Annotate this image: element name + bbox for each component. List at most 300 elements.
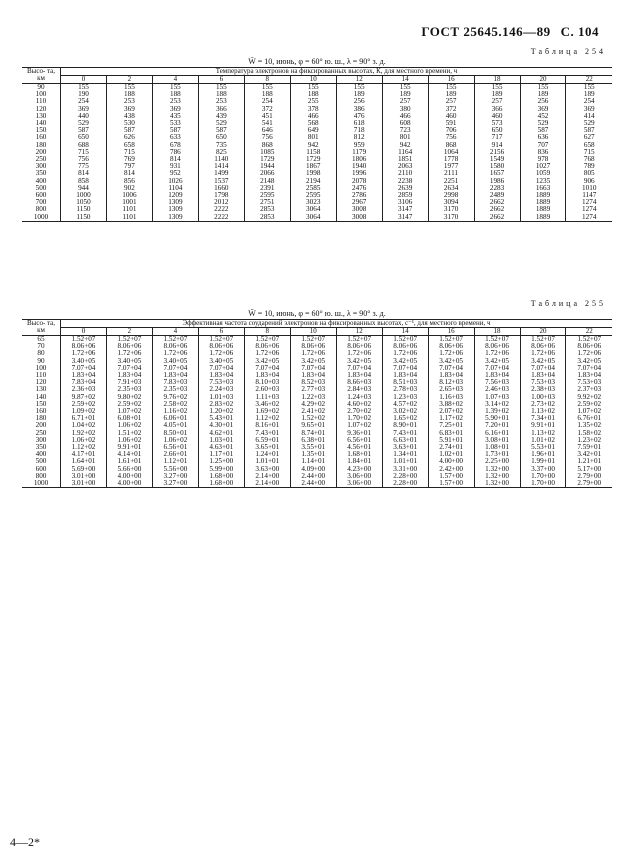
cell-value: 735 (215, 140, 227, 149)
cell-value: 1.68+01 (347, 450, 372, 459)
cell-value: 587 (537, 126, 549, 135)
height-value: 500 (35, 183, 47, 192)
value-column (198, 336, 244, 488)
cell-value: 1.83+04 (301, 371, 326, 380)
cell-value: 1.01+01 (255, 457, 280, 466)
cell-value: 1064 (443, 147, 459, 156)
cell-value: 1158 (306, 147, 321, 156)
time-header: 2 (106, 76, 152, 84)
cell-value: 2.79+00 (577, 471, 602, 480)
cell-value: 476 (353, 111, 365, 120)
cell-value: 650 (215, 133, 227, 142)
table-title: W̄ = 10, июнь, φ = 60° ю. ш., λ = 90° з. д. (248, 57, 386, 66)
cell-value: 1309 (168, 198, 183, 207)
cell-value: 5.66+00 (117, 464, 142, 473)
cell-value: 573 (491, 119, 503, 128)
cell-value: 189 (583, 90, 595, 99)
height-value: 80 (37, 349, 45, 358)
cell-value: 836 (537, 147, 549, 156)
cell-value: 2476 (352, 183, 367, 192)
cell-value: 1.70+00 (531, 471, 555, 480)
cell-value: 1164 (398, 147, 413, 156)
cell-value: 2.73+02 (531, 399, 555, 408)
cell-value: 190 (78, 90, 89, 99)
cell-value: 1.00+03 (531, 392, 555, 401)
time-header: 8 (244, 328, 290, 336)
cell-value: 2489 (489, 191, 505, 200)
height-value: 65 (37, 335, 45, 343)
cell-value: 2.83+02 (209, 399, 234, 408)
cell-value: 587 (169, 126, 181, 135)
cell-value: 769 (124, 155, 135, 164)
cell-value: 2585 (306, 183, 321, 192)
table-label: Таблица 255 (530, 300, 606, 308)
cell-value: 1.16+02 (163, 407, 188, 416)
table-254-frame (22, 48, 612, 278)
cell-value: 805 (583, 169, 595, 178)
cell-value: 3.08+01 (485, 435, 509, 444)
cell-value: 797 (124, 162, 135, 171)
time-header: 22 (566, 76, 612, 84)
cell-value: 1.52+07 (531, 335, 555, 343)
cell-value: 1101 (122, 212, 137, 221)
cell-value: 1.52+02 (301, 414, 326, 423)
time-header: 18 (474, 328, 520, 336)
cell-value: 369 (537, 104, 549, 113)
cell-value: 1.13+02 (531, 428, 555, 437)
table-subtitle: Температура электронов на фиксированных высотах, К, для местного времени, ч (61, 68, 613, 76)
cell-value: 914 (491, 140, 503, 149)
time-header: 16 (428, 328, 474, 336)
cell-value: 2853 (260, 212, 275, 221)
cell-value: 1798 (214, 191, 229, 200)
cell-value: 2.14+00 (255, 479, 280, 488)
cell-value: 2283 (489, 183, 505, 192)
cell-value: 1150 (76, 205, 91, 214)
cell-value: 2078 (352, 176, 367, 185)
cell-value: 1000 (76, 191, 91, 200)
cell-value: 1.21+01 (577, 457, 602, 466)
value-column (106, 84, 152, 222)
cell-value: 2853 (260, 205, 275, 214)
cell-value: 3064 (306, 212, 321, 221)
cell-value: 650 (78, 133, 89, 142)
height-value: 600 (35, 191, 47, 200)
cell-value: 756 (261, 133, 273, 142)
cell-value: 2.44+00 (301, 471, 326, 480)
cell-value: 155 (445, 83, 457, 91)
cell-value: 658 (583, 140, 595, 149)
cell-value: 3.27+00 (163, 471, 188, 480)
cell-value: 7.07+04 (531, 363, 555, 372)
cell-value: 254 (78, 97, 89, 106)
cell-value: 3106 (397, 198, 413, 207)
cell-value: 7.43+01 (255, 428, 280, 437)
cell-value: 626 (124, 133, 135, 142)
table-label: Таблица 254 (530, 48, 606, 56)
cell-value: 8.06+06 (347, 342, 372, 351)
cell-value: 1.03+01 (209, 435, 234, 444)
cell-value: 3.42+05 (347, 356, 372, 365)
cell-value: 715 (124, 147, 135, 156)
cell-value: 6.06+01 (163, 414, 188, 423)
cell-value: 2251 (443, 176, 459, 185)
cell-value: 3.40+05 (71, 356, 96, 365)
cell-value: 3008 (352, 212, 367, 221)
cell-value: 1977 (443, 162, 459, 171)
cell-value: 1.83+04 (577, 371, 602, 380)
table-title: W̄ = 10, июнь, φ = 60° ю. ш., λ = 90° з. д. (248, 309, 386, 318)
cell-value: 2.41+02 (301, 407, 326, 416)
cell-value: 7.07+04 (485, 363, 509, 372)
cell-value: 1.72+06 (485, 349, 509, 358)
cell-value: 7.34+01 (531, 414, 555, 423)
cell-value: 4.56+01 (347, 443, 372, 452)
cell-value: 8.74+01 (301, 428, 326, 437)
time-header: 20 (520, 328, 566, 336)
table-255-frame (22, 300, 612, 820)
cell-value: 1889 (535, 212, 551, 221)
height-value: 100 (35, 363, 47, 372)
time-header: 18 (474, 76, 520, 84)
cell-value: 1.08+01 (485, 443, 509, 452)
cell-value: 3147 (397, 205, 413, 214)
height-value: 800 (35, 471, 47, 480)
cell-value: 155 (78, 83, 89, 91)
cell-value: 678 (169, 140, 181, 149)
cell-value: 9.80+02 (117, 392, 142, 401)
cell-value: 1.17+01 (209, 450, 234, 459)
cell-value: 3.42+05 (255, 356, 280, 365)
cell-value: 3170 (443, 205, 459, 214)
cell-value: 1657 (489, 169, 505, 178)
cell-value: 646 (261, 126, 273, 135)
table-255 (22, 300, 612, 820)
cell-value: 1729 (260, 155, 275, 164)
cell-value: 3.14+02 (485, 399, 509, 408)
cell-value: 2110 (398, 169, 413, 178)
cell-value: 2.84+03 (347, 385, 372, 394)
cell-value: 2.37+03 (577, 385, 602, 394)
cell-value: 6.71+01 (71, 414, 96, 423)
value-column (382, 84, 428, 222)
cell-value: 814 (78, 169, 89, 178)
cell-value: 451 (261, 111, 273, 120)
cell-value: 801 (307, 133, 319, 142)
cell-value: 633 (169, 133, 181, 142)
cell-value: 1.64+01 (71, 457, 96, 466)
cell-value: 1.83+04 (531, 371, 555, 380)
cell-value: 1.52+07 (117, 335, 142, 343)
cell-value: 2.70+02 (347, 407, 372, 416)
cell-value: 814 (169, 155, 181, 164)
cell-value: 2.35+03 (117, 385, 142, 394)
cell-value: 3170 (443, 212, 459, 221)
cell-value: 1.92+02 (71, 428, 96, 437)
cell-value: 1806 (352, 155, 367, 164)
cell-value: 587 (583, 126, 595, 135)
cell-value: 1.65+02 (393, 414, 418, 423)
cell-value: 7.53+03 (209, 378, 234, 387)
cell-value: 587 (215, 126, 227, 135)
cell-value: 1986 (489, 176, 505, 185)
time-header: 10 (290, 76, 336, 84)
cell-value: 188 (261, 90, 273, 99)
cell-value: 591 (445, 119, 457, 128)
height-value: 160 (35, 133, 47, 142)
cell-value: 6.38+01 (301, 435, 326, 444)
cell-value: 369 (583, 104, 595, 113)
cell-value: 801 (399, 133, 411, 142)
cell-value: 2.25+00 (485, 457, 509, 466)
cell-value: 4.62+01 (209, 428, 234, 437)
cell-value: 3.40+05 (209, 356, 234, 365)
cell-value: 2.74+01 (439, 443, 464, 452)
cell-value: 5.56+00 (163, 464, 188, 473)
value-column (152, 84, 198, 222)
cell-value: 1.83+04 (439, 371, 464, 380)
cell-value: 9.76+02 (163, 392, 188, 401)
value-column (382, 336, 428, 488)
cell-value: 372 (445, 104, 457, 113)
cell-value: 155 (261, 83, 273, 91)
value-column (474, 84, 520, 222)
cell-value: 1.83+04 (163, 371, 188, 380)
table-subtitle: Эффективная частота соударений электронов на фиксированных высотах, с⁻¹, для местного времени, ч (61, 320, 613, 328)
cell-value: 155 (399, 83, 411, 91)
cell-value: 1179 (352, 147, 367, 156)
cell-value: 658 (124, 140, 135, 149)
cell-value: 4.14+01 (117, 450, 142, 459)
cell-value: 380 (399, 104, 411, 113)
cell-value: 4.00+00 (439, 457, 464, 466)
value-column (61, 84, 107, 222)
cell-value: 1.52+07 (209, 335, 234, 343)
cell-value: 2238 (397, 176, 413, 185)
cell-value: 906 (583, 176, 595, 185)
time-header: 6 (198, 76, 244, 84)
cell-value: 768 (583, 155, 595, 164)
cell-value: 756 (78, 155, 89, 164)
cell-value: 1.52+07 (439, 335, 464, 343)
cell-value: 256 (353, 97, 365, 106)
cell-value: 2.28+00 (393, 471, 418, 480)
cell-value: 587 (78, 126, 89, 135)
cell-value: 1147 (582, 191, 597, 200)
cell-value: 2222 (214, 212, 229, 221)
cell-value: 8.51+03 (393, 378, 418, 387)
cell-value: 254 (261, 97, 273, 106)
cell-value: 8.06+06 (531, 342, 555, 351)
cell-value: 1.06+02 (71, 435, 96, 444)
cell-value: 1.73+01 (485, 450, 509, 459)
cell-value: 2967 (352, 198, 367, 207)
value-column (428, 84, 474, 222)
cell-value: 7.83+04 (71, 378, 96, 387)
height-value: 350 (35, 169, 47, 178)
cell-value: 715 (78, 147, 89, 156)
cell-value: 1150 (76, 212, 91, 221)
time-header: 20 (520, 76, 566, 84)
value-column (244, 336, 290, 488)
value-column (336, 84, 382, 222)
cell-value: 1274 (582, 205, 597, 214)
cell-value: 3.63+01 (393, 443, 418, 452)
cell-value: 7.83+03 (163, 378, 188, 387)
cell-value: 4.29+02 (301, 399, 326, 408)
cell-value: 8.52+03 (301, 378, 326, 387)
cell-value: 1.72+06 (393, 349, 418, 358)
cell-value: 1085 (260, 147, 275, 156)
cell-value: 529 (537, 119, 549, 128)
cell-value: 8.12+03 (439, 378, 464, 387)
cell-value: 2.44+00 (301, 479, 326, 488)
value-column (336, 336, 382, 488)
cell-value: 1.72+06 (71, 349, 96, 358)
height-value: 250 (35, 155, 47, 164)
cell-value: 2.28+00 (393, 479, 418, 488)
cell-value: 1.52+07 (71, 335, 96, 343)
cell-value: 814 (124, 169, 135, 178)
cell-value: 1663 (535, 183, 551, 192)
cell-value: 1140 (214, 155, 229, 164)
cell-value: 2.42+00 (439, 464, 464, 473)
cell-value: 1.72+06 (439, 349, 464, 358)
cell-value: 8.16+01 (255, 421, 280, 430)
cell-value: 155 (491, 83, 503, 91)
cell-value: 1.01+03 (209, 392, 234, 401)
height-value: 100 (35, 90, 47, 99)
height-value: 90 (37, 83, 45, 91)
cell-value: 1209 (168, 191, 183, 200)
cell-value: 369 (169, 104, 181, 113)
cell-value: 6.59+01 (255, 435, 280, 444)
cell-value: 1.39+02 (485, 407, 509, 416)
cell-value: 1059 (535, 169, 551, 178)
cell-value: 1851 (397, 155, 413, 164)
height-value: 150 (35, 126, 47, 135)
cell-value: 8.06+06 (117, 342, 142, 351)
cell-value: 466 (399, 111, 411, 120)
cell-value: 1.72+06 (301, 349, 326, 358)
cell-value: 3.42+05 (439, 356, 464, 365)
cell-value: 1.72+06 (531, 349, 555, 358)
standard-code: ГОСТ 25645.146—89 (421, 24, 551, 39)
cell-value: 7.07+04 (255, 363, 280, 372)
cell-value: 1.99+01 (531, 457, 555, 466)
cell-value: 1660 (214, 183, 229, 192)
height-value: 200 (35, 147, 47, 156)
cell-value: 2.59+02 (71, 399, 96, 408)
cell-value: 8.06+06 (71, 342, 96, 351)
cell-value: 1.83+04 (209, 371, 234, 380)
cell-value: 812 (353, 133, 365, 142)
cell-value: 1889 (535, 198, 551, 207)
cell-value: 1944 (260, 162, 275, 171)
cell-value: 1499 (214, 169, 229, 178)
cell-value: 257 (399, 97, 411, 106)
cell-value: 952 (169, 169, 181, 178)
cell-value: 7.53+03 (577, 378, 602, 387)
time-header: 16 (428, 76, 474, 84)
cell-value: 608 (399, 119, 411, 128)
cell-value: 460 (445, 111, 457, 120)
cell-value: 2639 (397, 183, 413, 192)
cell-value: 3.42+05 (577, 356, 602, 365)
cell-value: 825 (215, 147, 227, 156)
cell-value: 1.52+07 (485, 335, 509, 343)
cell-value: 1.24+03 (347, 392, 372, 401)
value-column (152, 336, 198, 488)
cell-value: 1.22+03 (301, 392, 326, 401)
cell-value: 756 (445, 133, 457, 142)
cell-value: 369 (78, 104, 89, 113)
cell-value: 2.65+03 (439, 385, 464, 394)
cell-value: 254 (583, 97, 595, 106)
height-value: 500 (35, 457, 47, 466)
cell-value: 155 (215, 83, 227, 91)
cell-value: 257 (491, 97, 503, 106)
time-header: 0 (61, 76, 107, 84)
cell-value: 5.90+01 (485, 414, 509, 423)
time-header: 2 (106, 328, 152, 336)
cell-value: 155 (307, 83, 319, 91)
cell-value: 858 (78, 176, 89, 185)
height-value: 130 (35, 111, 47, 120)
cell-value: 9.92+02 (577, 392, 602, 401)
time-header: 14 (382, 328, 428, 336)
cell-value: 2662 (489, 212, 505, 221)
cell-value: 1.34+01 (393, 450, 418, 459)
height-value: 350 (35, 443, 47, 452)
cell-value: 1.83+04 (117, 371, 142, 380)
cell-value: 378 (307, 104, 319, 113)
cell-value: 1.69+02 (255, 407, 280, 416)
cell-value: 2595 (260, 191, 275, 200)
cell-value: 460 (491, 111, 503, 120)
table-row (22, 84, 612, 222)
cell-value: 1.83+04 (485, 371, 509, 380)
cell-value: 1.23+03 (393, 392, 418, 401)
cell-value: 7.07+04 (393, 363, 418, 372)
height-value: 110 (35, 97, 47, 106)
height-value: 800 (35, 205, 47, 214)
cell-value: 188 (307, 90, 319, 99)
cell-value: 942 (307, 140, 319, 149)
height-value: 150 (35, 399, 47, 408)
cell-value: 3.40+05 (163, 356, 188, 365)
height-value: 160 (35, 407, 47, 416)
cell-value: 3008 (352, 205, 367, 214)
value-column (290, 336, 336, 488)
value-column (520, 84, 566, 222)
cell-value: 8.06+06 (163, 342, 188, 351)
cell-value: 1.83+04 (393, 371, 418, 380)
cell-value: 1998 (306, 169, 321, 178)
cell-value: 3147 (397, 212, 413, 221)
cell-value: 2.59+02 (577, 399, 602, 408)
cell-value: 959 (353, 140, 365, 149)
cell-value: 3.42+05 (301, 356, 326, 365)
cell-value: 627 (583, 133, 595, 142)
cell-value: 1.01+01 (393, 457, 418, 466)
cell-value: 2.78+03 (393, 385, 418, 394)
cell-value: 4.05+01 (163, 421, 188, 430)
height-value: 300 (35, 435, 47, 444)
cell-value: 2066 (260, 169, 275, 178)
value-column (566, 84, 612, 222)
cell-value: 1889 (535, 191, 551, 200)
